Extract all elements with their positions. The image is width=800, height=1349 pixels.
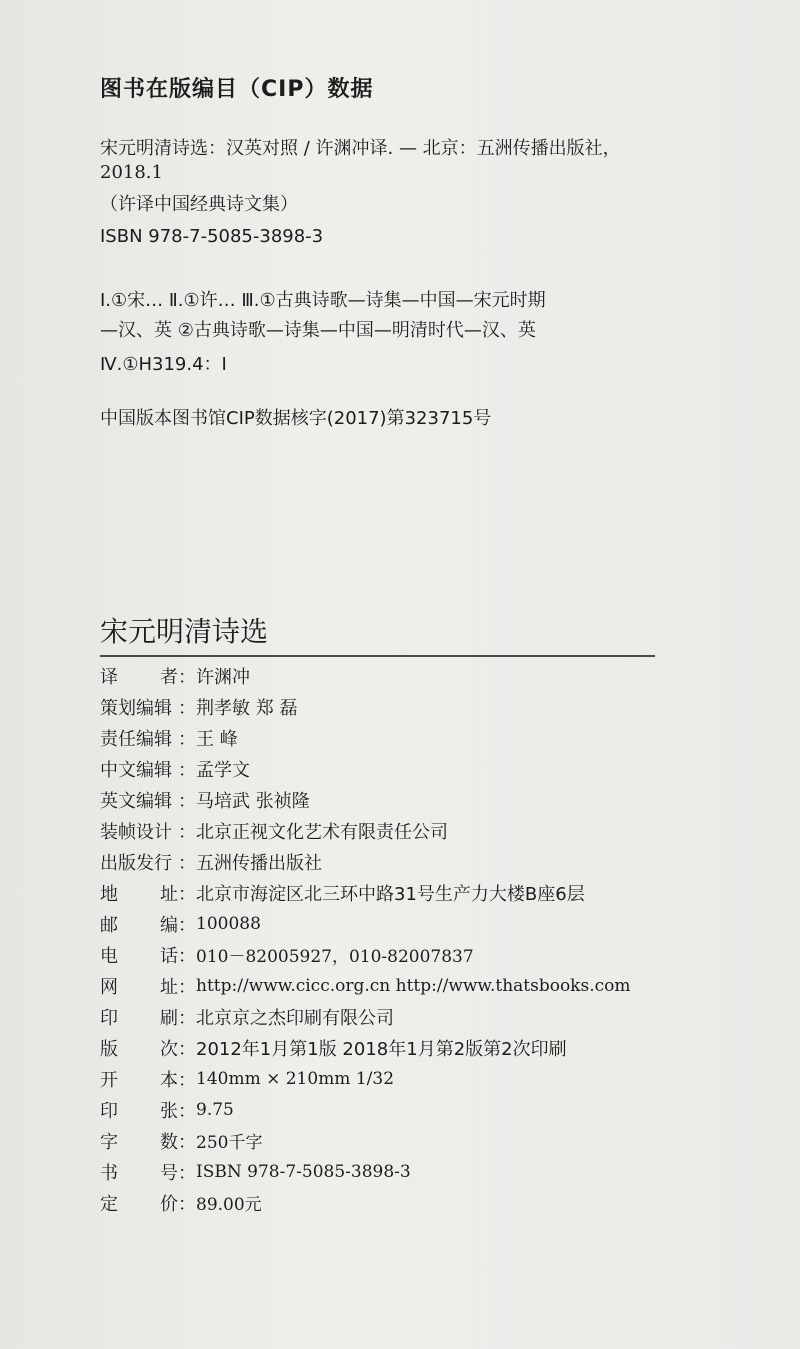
info-row (100, 784, 740, 815)
info-value: 2012年1月第1版 2018年1月第2版第2次印刷 (196, 1038, 567, 1060)
info-value: 北京正视文化艺术有限责任公司 (196, 821, 448, 843)
info-label (100, 818, 178, 844)
info-colon: ： (178, 697, 196, 719)
info-row (100, 815, 740, 846)
info-row (100, 1156, 740, 1187)
info-value: 北京京之杰印刷有限公司 (196, 1007, 394, 1029)
info-label-part: 开 (100, 1069, 118, 1091)
info-colon: ： (178, 821, 196, 843)
info-row (100, 1094, 740, 1125)
info-label-part: 次 (160, 1038, 178, 1060)
info-label-part: 印 (100, 1007, 118, 1029)
publication-info (100, 660, 740, 1218)
book-title: 宋元明清诗选 (100, 615, 269, 648)
info-label-part: 书 (100, 1162, 118, 1184)
info-label-part: 责任编辑 (100, 728, 172, 750)
info-label (100, 663, 178, 689)
info-label (100, 973, 178, 999)
cip-line: Ⅰ.①宋… Ⅱ.①许… Ⅲ.①古典诗歌—诗集—中国—宋元时期 (100, 290, 546, 311)
info-colon: ： (178, 1007, 196, 1029)
info-label-part: 地 (100, 883, 118, 905)
info-colon: ： (178, 790, 196, 812)
info-value: http://www.cicc.org.cn http://www.thatsbooks.com (196, 975, 631, 996)
info-label-part: 译 (100, 666, 118, 688)
info-label (100, 1128, 178, 1154)
info-label-part: 编 (160, 914, 178, 936)
info-row (100, 1032, 740, 1063)
info-row (100, 660, 740, 691)
info-label (100, 849, 178, 875)
info-label-part: 张 (160, 1100, 178, 1122)
info-row (100, 753, 740, 784)
info-label (100, 942, 178, 968)
info-colon: ： (178, 1131, 196, 1153)
cip-approval-number: 中国版本图书馆CIP数据核字(2017)第323715号 (100, 408, 492, 429)
info-label-part: 中文编辑 (100, 759, 172, 781)
info-value: 马培武 张祯隆 (196, 790, 310, 812)
cip-line: 宋元明清诗选：汉英对照 / 许渊冲译. — 北京：五洲传播出版社， (100, 138, 621, 159)
info-row (100, 722, 740, 753)
info-value: 北京市海淀区北三环中路31号生产力大楼B座6层 (196, 883, 585, 905)
info-value: 010－82005927，010-82007837 (196, 947, 474, 967)
info-row (100, 1001, 740, 1032)
info-row (100, 1187, 740, 1218)
info-label (100, 1066, 178, 1092)
info-label (100, 1190, 178, 1216)
info-colon: ： (178, 759, 196, 781)
info-label-part: 者 (160, 666, 178, 688)
info-label-part: 定 (100, 1193, 118, 1215)
cip-line: 2018.1 (100, 162, 163, 183)
info-label-part: 策划编辑 (100, 697, 172, 719)
cip-line: —汉、英 ②古典诗歌—诗集—中国—明清时代—汉、英 (100, 320, 536, 341)
info-value: 250千字 (196, 1133, 263, 1153)
info-colon: ： (178, 1162, 196, 1184)
info-label-part: 电 (100, 945, 118, 967)
info-label (100, 1004, 178, 1030)
info-row (100, 877, 740, 908)
info-colon: ： (178, 1100, 196, 1122)
cip-line: Ⅳ.①H319.4：Ⅰ (100, 354, 227, 375)
info-value: 140mm × 210mm 1/32 (196, 1068, 395, 1089)
info-value: 荆孝敏 郑 磊 (196, 697, 298, 719)
info-colon: ： (178, 666, 196, 688)
info-colon: ： (178, 1038, 196, 1060)
info-colon: ： (178, 945, 196, 967)
info-value: ISBN 978-7-5085-3898-3 (196, 1161, 411, 1182)
info-label-part: 价 (160, 1193, 178, 1215)
info-label-part: 装帧设计 (100, 821, 172, 843)
info-label-part: 话 (160, 945, 178, 967)
divider (100, 655, 655, 657)
info-label-part: 印 (100, 1100, 118, 1122)
info-row (100, 939, 740, 970)
info-value: 五洲传播出版社 (196, 852, 322, 874)
info-label (100, 725, 178, 751)
info-label-part: 址 (160, 883, 178, 905)
info-label (100, 880, 178, 906)
info-label-part: 数 (160, 1131, 178, 1153)
info-label-part: 号 (160, 1162, 178, 1184)
info-label-part: 网 (100, 976, 118, 998)
info-label-part: 字 (100, 1131, 118, 1153)
info-colon: ： (178, 1193, 196, 1215)
info-row (100, 908, 740, 939)
info-value: 孟学文 (196, 759, 250, 781)
info-row (100, 970, 740, 1001)
info-label-part: 英文编辑 (100, 790, 172, 812)
info-row (100, 691, 740, 722)
info-label-part: 址 (160, 976, 178, 998)
info-row (100, 1125, 740, 1156)
info-value: 89.00元 (196, 1195, 262, 1215)
info-row (100, 1063, 740, 1094)
info-label (100, 1159, 178, 1185)
info-label (100, 911, 178, 937)
cip-line: （许译中国经典诗文集） (100, 194, 298, 215)
cip-heading: 图书在版编目（CIP）数据 (100, 77, 374, 102)
info-label-part: 出版发行 (100, 852, 172, 874)
info-colon: ： (178, 1069, 196, 1091)
info-label-part: 邮 (100, 914, 118, 936)
info-label (100, 787, 178, 813)
info-row (100, 846, 740, 877)
info-label (100, 756, 178, 782)
info-colon: ： (178, 976, 196, 998)
info-value: 9.75 (196, 1099, 234, 1120)
info-label (100, 1097, 178, 1123)
info-colon: ： (178, 852, 196, 874)
info-label-part: 版 (100, 1038, 118, 1060)
info-label-part: 刷 (160, 1007, 178, 1029)
info-colon: ： (178, 883, 196, 905)
info-colon: ： (178, 914, 196, 936)
info-label (100, 1035, 178, 1061)
info-label (100, 694, 178, 720)
cip-isbn: ISBN 978-7-5085-3898-3 (100, 226, 324, 247)
info-value: 100088 (196, 913, 261, 934)
info-value: 许渊冲 (196, 666, 250, 688)
info-value: 王 峰 (196, 728, 238, 750)
info-label-part: 本 (160, 1069, 178, 1091)
info-colon: ： (178, 728, 196, 750)
